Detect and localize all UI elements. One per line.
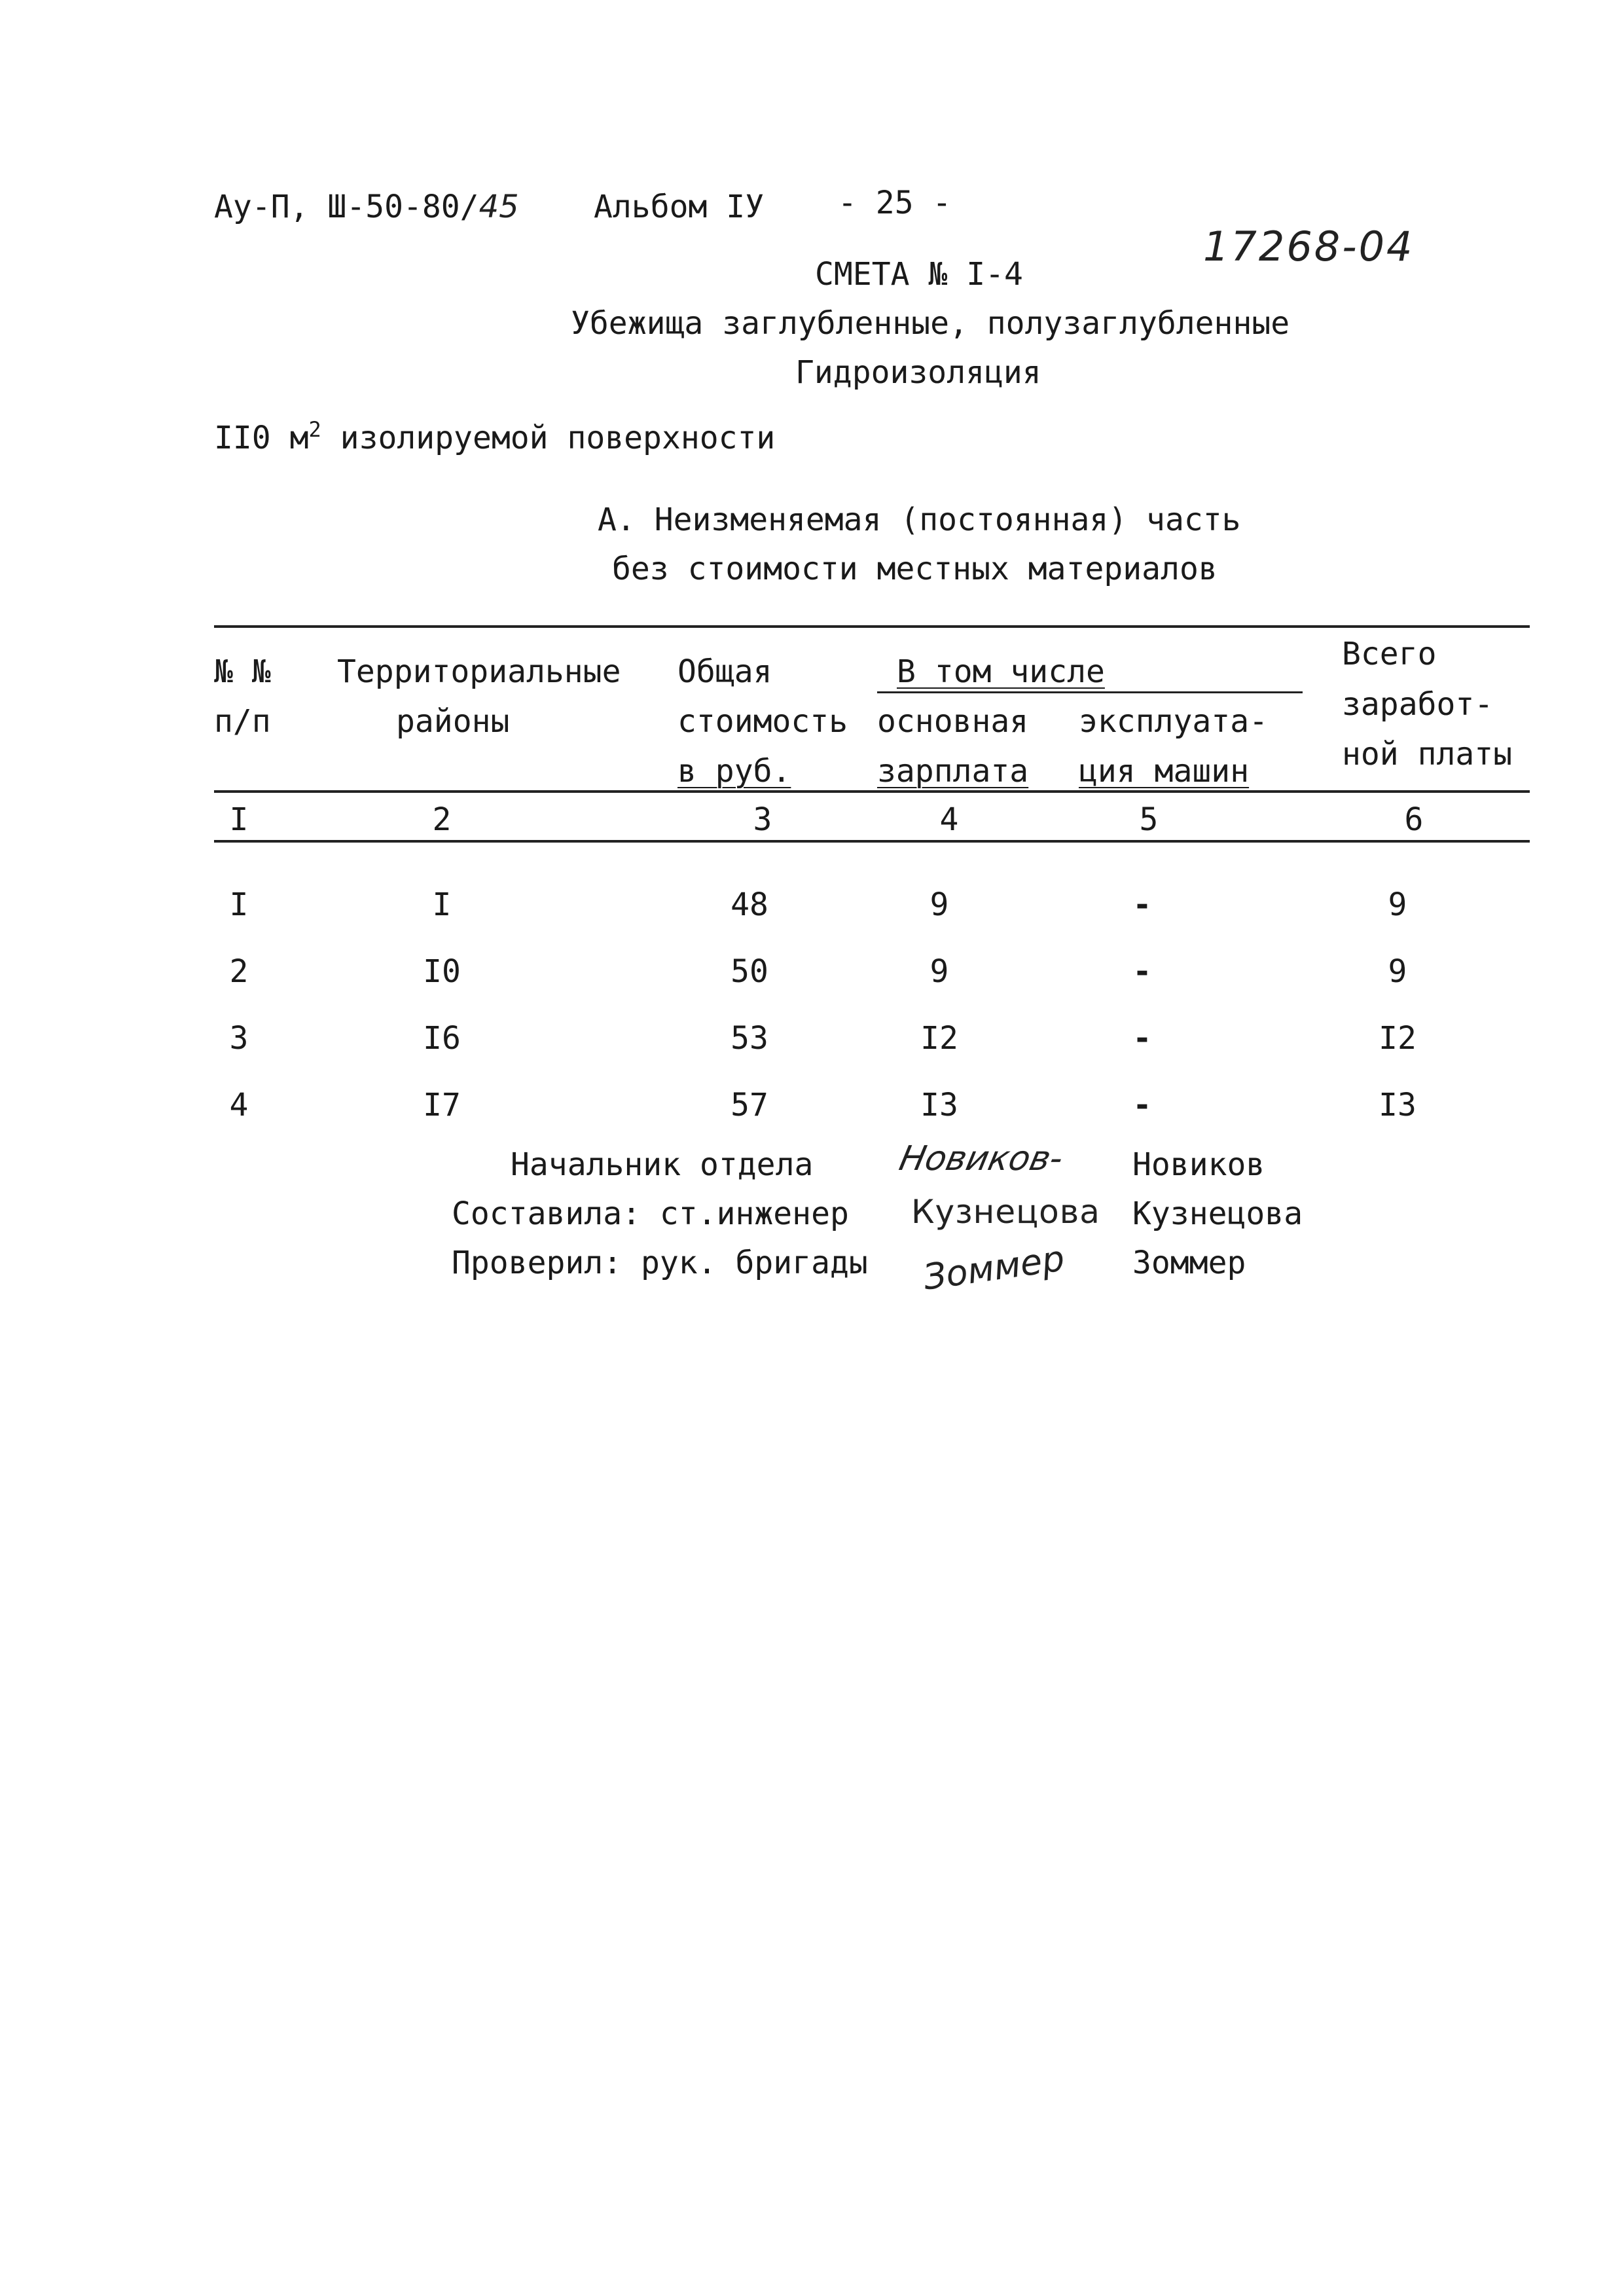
section-subtitle: без стоимости местных материалов [612, 551, 1218, 587]
cell-num: 2 [229, 953, 249, 990]
album-label: Альбом IУ [594, 189, 765, 225]
cell-total-wages: 9 [1388, 886, 1407, 923]
signature-role: Проверил: рук. бригады [452, 1245, 868, 1281]
header-totalwages-line3: ной платы [1342, 736, 1513, 773]
signature-role: Начальник отдела [511, 1146, 814, 1183]
group-header-rule [877, 691, 1303, 693]
handwritten-signature: Новиков- [895, 1139, 1067, 1178]
header-num-line1: № № [214, 653, 271, 690]
header-machines-line2: ция машин [1079, 753, 1250, 790]
header-region-line2: районы [396, 703, 510, 740]
handwritten-signature: Кузнецова [911, 1193, 1100, 1231]
ref-prefix: Ау-П, Ш-50-80/ [214, 189, 479, 225]
section-title: А. Неизменяемая (постоянная) часть [598, 501, 1241, 538]
scope-line: II0 $м^2$ изолируемой поверхности [214, 417, 776, 456]
colnum-1: I [229, 801, 249, 838]
page-number: - 25 - [838, 185, 952, 221]
cell-num: 3 [229, 1020, 249, 1057]
cell-region: I [432, 886, 452, 923]
cell-total-wages: I3 [1379, 1087, 1416, 1123]
header-bottom-rule [214, 790, 1530, 793]
cell-wages: 9 [929, 886, 949, 923]
cell-total: 48 [731, 886, 768, 923]
cell-total: 50 [731, 953, 768, 990]
header-wages-line2: зарплата [877, 753, 1029, 790]
signature-name: Зоммер [1132, 1245, 1246, 1281]
cell-wages: I2 [920, 1020, 958, 1057]
cell-total-wages: I2 [1379, 1020, 1416, 1057]
cell-total: 53 [731, 1020, 768, 1057]
signature-role: Составила: ст.инженер [452, 1195, 849, 1232]
cell-num: 4 [229, 1087, 249, 1123]
colnum-6: 6 [1404, 801, 1424, 838]
colnum-bottom-rule [214, 840, 1530, 843]
cell-machines: - [1132, 1020, 1152, 1057]
header-totalwages-line1: Всего [1342, 636, 1437, 672]
header-num-line2: п/п [214, 703, 271, 740]
header-machines-line1: эксплуата- [1079, 703, 1268, 740]
colnum-3: 3 [753, 801, 772, 838]
document-ref [214, 191, 519, 223]
cell-region: I0 [423, 953, 461, 990]
cell-machines: - [1132, 953, 1152, 990]
header-group-including: В том числе [897, 653, 1105, 690]
cell-total: 57 [731, 1087, 768, 1123]
estimate-title: СМЕТА № I-4 [815, 256, 1023, 293]
cell-machines: - [1132, 886, 1152, 923]
header-total-line2: стоимость [677, 703, 848, 740]
cell-num: I [229, 886, 249, 923]
colnum-4: 4 [939, 801, 959, 838]
table-top-rule [214, 625, 1530, 628]
colnum-5: 5 [1139, 801, 1159, 838]
header-total-line3: в руб. [677, 753, 791, 790]
handwritten-doc-number: 17268-04 [1203, 223, 1415, 270]
header-total-line1: Общая [677, 653, 772, 690]
cell-wages: I3 [920, 1087, 958, 1123]
signature-name: Кузнецова [1132, 1195, 1303, 1232]
estimate-category: Гидроизоляция [795, 354, 1041, 391]
signature-name: Новиков [1132, 1146, 1265, 1183]
cell-machines: - [1132, 1087, 1152, 1123]
header-wages-line1: основная [877, 703, 1029, 740]
cell-region: I7 [423, 1087, 461, 1123]
cell-wages: 9 [929, 953, 949, 990]
ref-handwritten: 45 [478, 189, 519, 225]
estimate-subtitle: Убежища заглубленные, полузаглубленные [571, 305, 1290, 342]
colnum-2: 2 [432, 801, 452, 838]
header-region-line1: Территориальные [337, 653, 621, 690]
cell-total-wages: 9 [1388, 953, 1407, 990]
cell-region: I6 [423, 1020, 461, 1057]
header-totalwages-line2: заработ- [1342, 686, 1494, 723]
handwritten-signature: Зоммер [920, 1237, 1067, 1298]
